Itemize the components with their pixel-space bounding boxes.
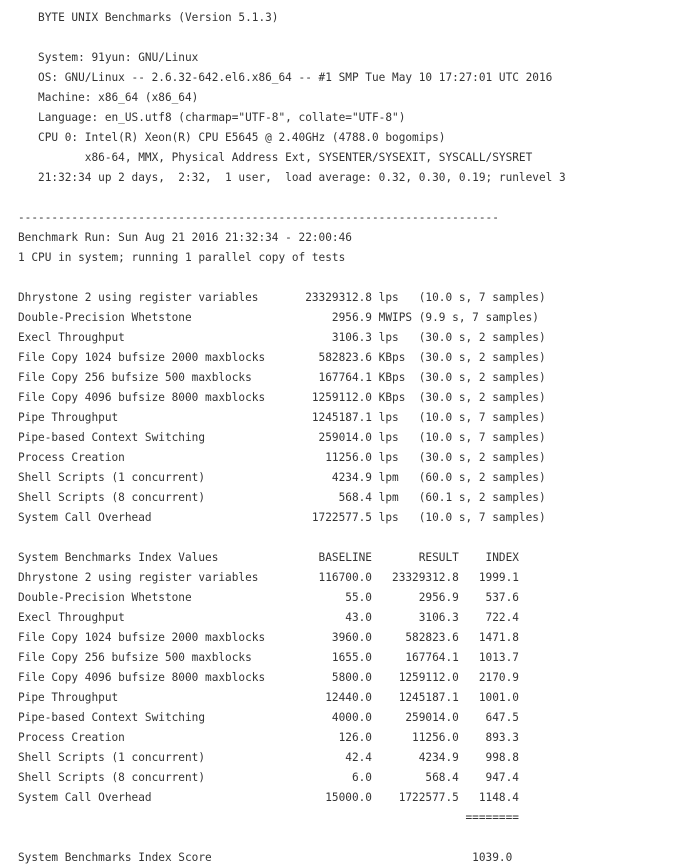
result-row: File Copy 256 bufsize 500 maxblocks 167764.1 KBps (30.0 s, 2 samples) bbox=[18, 371, 546, 384]
index-row: Pipe Throughput 12440.0 1245187.1 1001.0 bbox=[18, 691, 519, 704]
result-row: Pipe Throughput 1245187.1 lps (10.0 s, 7 samples) bbox=[18, 411, 546, 424]
index-header: System Benchmarks Index Values BASELINE RESULT INDEX bbox=[18, 551, 519, 564]
index-total-rule: ======== bbox=[18, 811, 519, 824]
index-row: Double-Precision Whetstone 55.0 2956.9 537.6 bbox=[18, 591, 519, 604]
index-row: System Call Overhead 15000.0 1722577.5 1148.4 bbox=[18, 791, 519, 804]
result-row: Pipe-based Context Switching 259014.0 lps (10.0 s, 7 samples) bbox=[18, 431, 546, 444]
benchmark-title: BYTE UNIX Benchmarks (Version 5.1.3) bbox=[18, 11, 279, 24]
result-row: Shell Scripts (1 concurrent) 4234.9 lpm (60.0 s, 2 samples) bbox=[18, 471, 546, 484]
system-info: System: 91yun: GNU/Linux bbox=[18, 51, 199, 64]
result-row: System Call Overhead 1722577.5 lps (10.0 s, 7 samples) bbox=[18, 511, 546, 524]
result-row: Double-Precision Whetstone 2956.9 MWIPS (9.9 s, 7 samples) bbox=[18, 311, 539, 324]
blank-line bbox=[18, 28, 678, 48]
blank-line bbox=[18, 188, 678, 208]
benchmark-run-time: Benchmark Run: Sun Aug 21 2016 21:32:34 - 22:00:46 bbox=[18, 231, 352, 244]
result-row: Dhrystone 2 using register variables 23329312.8 lps (10.0 s, 7 samples) bbox=[18, 291, 546, 304]
index-row: Pipe-based Context Switching 4000.0 259014.0 647.5 bbox=[18, 711, 519, 724]
uptime-info: 21:32:34 up 2 days, 2:32, 1 user, load average: 0.32, 0.30, 0.19; runlevel 3 bbox=[18, 171, 566, 184]
cpu-count-info: 1 CPU in system; running 1 parallel copy of tests bbox=[18, 251, 346, 264]
index-row: File Copy 4096 bufsize 8000 maxblocks 5800.0 1259112.0 2170.9 bbox=[18, 671, 519, 684]
result-row: File Copy 1024 bufsize 2000 maxblocks 582823.6 KBps (30.0 s, 2 samples) bbox=[18, 351, 546, 364]
index-row: Execl Throughput 43.0 3106.3 722.4 bbox=[18, 611, 519, 624]
blank-line bbox=[18, 828, 678, 848]
language-info: Language: en_US.utf8 (charmap="UTF-8", collate="UTF-8") bbox=[18, 111, 406, 124]
result-row: Shell Scripts (8 concurrent) 568.4 lpm (60.1 s, 2 samples) bbox=[18, 491, 546, 504]
index-row: File Copy 256 bufsize 500 maxblocks 1655.0 167764.1 1013.7 bbox=[18, 651, 519, 664]
index-score: System Benchmarks Index Score 1039.0 bbox=[18, 851, 513, 864]
machine-info: Machine: x86_64 (x86_64) bbox=[18, 91, 199, 104]
result-row: Process Creation 11256.0 lps (30.0 s, 2 samples) bbox=[18, 451, 546, 464]
blank-line bbox=[18, 528, 678, 548]
separator-line: ------------------------------------------------------------------------ bbox=[18, 211, 499, 224]
os-info: OS: GNU/Linux -- 2.6.32-642.el6.x86_64 -- #1 SMP Tue May 10 17:27:01 UTC 2016 bbox=[18, 71, 553, 84]
index-row: File Copy 1024 bufsize 2000 maxblocks 3960.0 582823.6 1471.8 bbox=[18, 631, 519, 644]
index-row: Dhrystone 2 using register variables 116700.0 23329312.8 1999.1 bbox=[18, 571, 519, 584]
cpu-info: CPU 0: Intel(R) Xeon(R) CPU E5645 @ 2.40GHz (4788.0 bogomips) bbox=[18, 131, 446, 144]
index-row: Shell Scripts (1 concurrent) 42.4 4234.9 998.8 bbox=[18, 751, 519, 764]
index-row: Process Creation 126.0 11256.0 893.3 bbox=[18, 731, 519, 744]
result-row: File Copy 4096 bufsize 8000 maxblocks 1259112.0 KBps (30.0 s, 2 samples) bbox=[18, 391, 546, 404]
index-row: Shell Scripts (8 concurrent) 6.0 568.4 947.4 bbox=[18, 771, 519, 784]
blank-line bbox=[18, 268, 678, 288]
cpu-flags: x86-64, MMX, Physical Address Ext, SYSENTER/SYSEXIT, SYSCALL/SYSRET bbox=[18, 151, 533, 164]
result-row: Execl Throughput 3106.3 lps (30.0 s, 2 samples) bbox=[18, 331, 546, 344]
